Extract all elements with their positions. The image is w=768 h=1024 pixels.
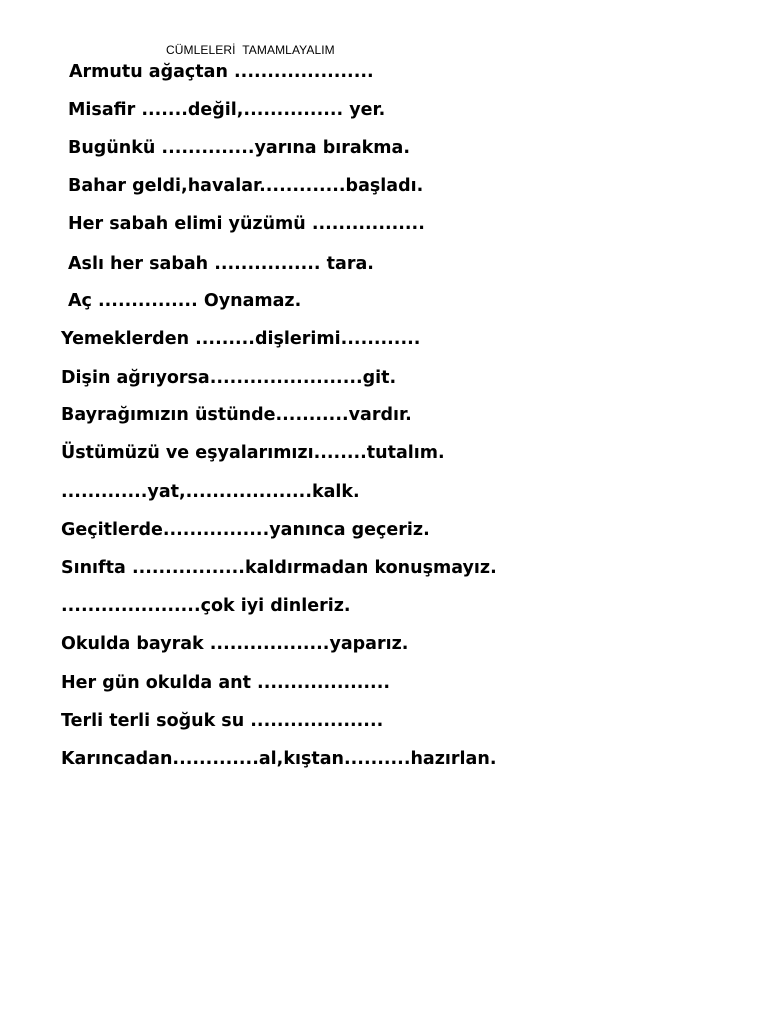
sentence-line: Karıncadan.............al,kıştan..........hazırlan. (61, 749, 497, 769)
sentence-line: Geçitlerde................yanınca geçeriz. (61, 520, 430, 540)
sentence-line: Yemeklerden .........dişlerimi............ (61, 329, 421, 349)
sentence-line: Üstümüzü ve eşyalarımızı........tutalım. (61, 443, 445, 463)
sentence-line: Sınıfta .................kaldırmadan konuşmayız. (61, 558, 497, 578)
worksheet-title: CÜMLELERİ TAMAMLAYALIM (166, 43, 335, 57)
sentence-line: Her gün okulda ant .................... (61, 673, 391, 693)
sentence-line: Her sabah elimi yüzümü ................. (68, 214, 425, 234)
sentence-line: Aslı her sabah ................ tara. (68, 254, 374, 274)
sentence-line: Bahar geldi,havalar.............başladı. (68, 176, 424, 196)
sentence-line: Terli terli soğuk su .................... (61, 711, 384, 731)
sentence-line: .............yat,...................kalk. (61, 482, 360, 502)
sentence-line: Aç ............... Oynamaz. (68, 291, 302, 311)
sentence-line: Misafir .......değil,............... yer. (68, 100, 386, 120)
sentence-line: Bayrağımızın üstünde...........vardır. (61, 405, 412, 425)
sentence-line: Dişin ağrıyorsa.......................git. (61, 368, 397, 388)
sentence-line: Armutu ağaçtan ..................... (69, 62, 374, 82)
sentence-line: Bugünkü ..............yarına bırakma. (68, 138, 411, 158)
sentence-line: Okulda bayrak ..................yaparız. (61, 634, 409, 654)
sentence-line: .....................çok iyi dinleriz. (61, 596, 351, 616)
